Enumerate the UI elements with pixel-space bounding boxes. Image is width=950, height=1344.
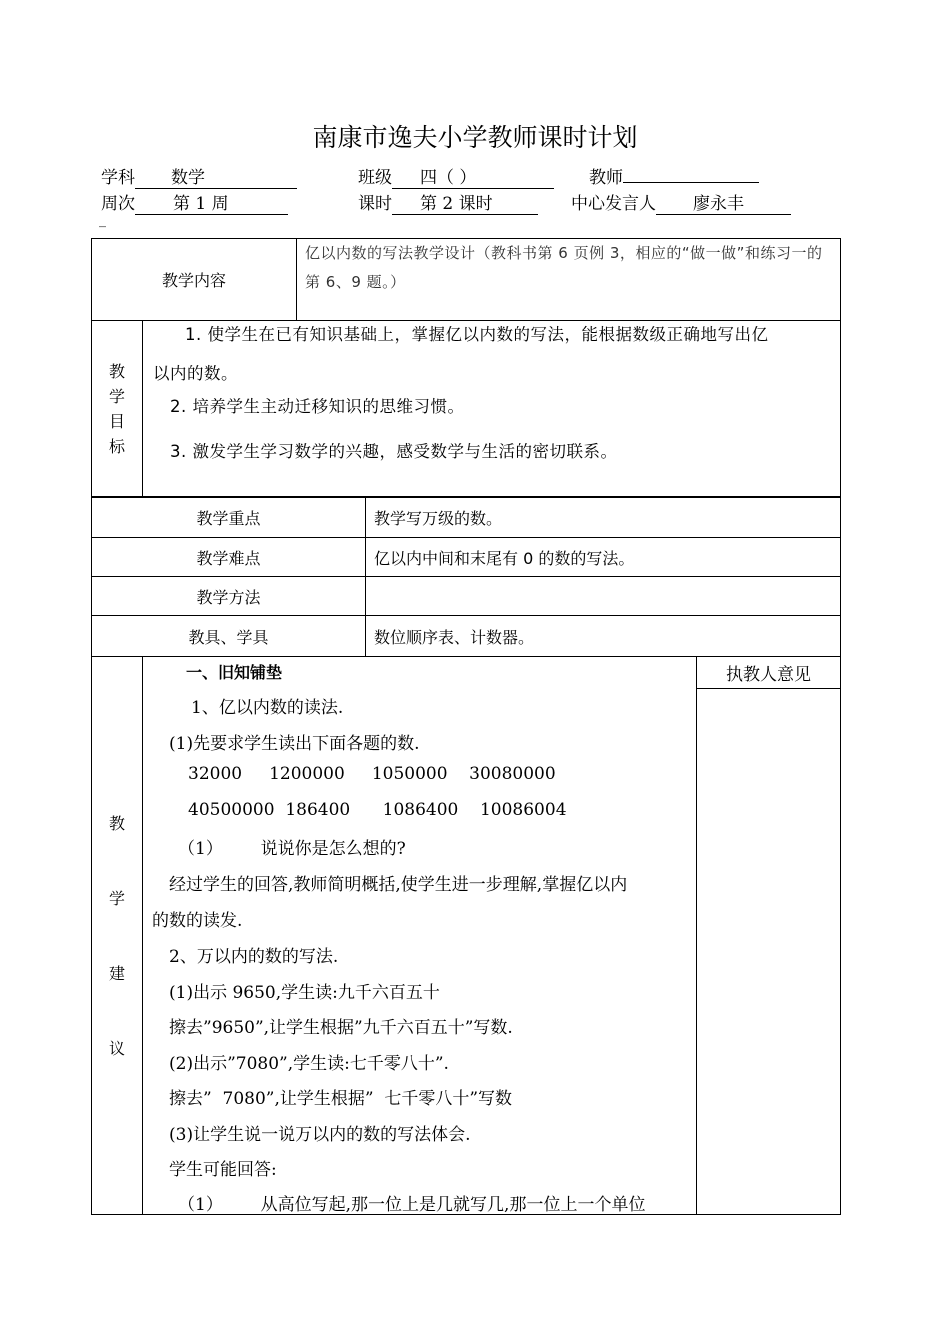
difficulty-value: 亿以内中间和末尾有 0 的数的写法。 bbox=[366, 538, 841, 577]
difficulty-label: 教学难点 bbox=[92, 538, 366, 577]
speaker-label: 中心发言人 bbox=[571, 194, 656, 214]
goals-label-char: 标 bbox=[108, 436, 125, 456]
content-label: 教学内容 bbox=[92, 239, 297, 321]
body-line: （1） 说说你是怎么想的? bbox=[178, 839, 406, 859]
goal-item: 2. 培养学生主动迁移知识的思维习惯。 bbox=[170, 397, 465, 416]
body-line: 1、亿以内数的读法. bbox=[191, 698, 344, 718]
goals-label-char: 教 bbox=[108, 361, 125, 381]
body-line: 的数的读发. bbox=[152, 911, 243, 931]
number-row: 40500000 186400 1086400 10086004 bbox=[188, 800, 567, 820]
suggest-label-char: 学 bbox=[108, 888, 125, 908]
opinion-cell bbox=[697, 689, 841, 1215]
teacher-label: 教师 bbox=[589, 168, 623, 188]
tools-value: 数位顺序表、计数器。 bbox=[366, 616, 841, 657]
class-field bbox=[358, 163, 554, 189]
body-line: (1)出示 9650,学生读:九千六百五十 bbox=[169, 983, 440, 1003]
lesson-label: 课时 bbox=[358, 194, 392, 214]
content-cell bbox=[297, 239, 841, 321]
body-line: 擦去” 7080”,让学生根据” 七千零八十”写数 bbox=[169, 1089, 513, 1109]
goals-cell bbox=[143, 321, 841, 497]
plan-table-top bbox=[91, 238, 841, 497]
stray-underscore: _ bbox=[99, 212, 106, 228]
content-text: 亿以内数的写法教学设计（教科书第 6 页例 3，相应的“做一做”和练习一的第 6、9 题。） bbox=[305, 244, 823, 291]
teacher-value bbox=[623, 182, 759, 183]
speaker-value: 廖永丰 bbox=[656, 194, 791, 215]
body-line: (2)出示”7080”,学生读:七千零八十”. bbox=[169, 1054, 449, 1074]
subject-label: 学科 bbox=[101, 168, 135, 188]
number-row: 32000 1200000 1050000 30080000 bbox=[188, 764, 556, 784]
plan-table-rows bbox=[91, 497, 841, 657]
body-line: 2、万以内的数的写法. bbox=[169, 947, 339, 967]
body-line: 经过学生的回答,教师简明概括,使学生进一步理解,掌握亿以内 bbox=[169, 875, 628, 895]
body-line: (3)让学生说一说万以内的数的写法体会. bbox=[169, 1125, 471, 1145]
week-label: 周次 bbox=[101, 194, 135, 214]
week-field bbox=[101, 189, 288, 215]
goals-label bbox=[92, 321, 143, 497]
class-label: 班级 bbox=[358, 168, 392, 188]
week-value: 第 1 周 bbox=[135, 194, 288, 215]
body-line: （1） 从高位写起,那一位上是几就写几,那一位上一个单位 bbox=[178, 1195, 646, 1215]
goals-label-char: 目 bbox=[108, 411, 125, 431]
suggest-label-char: 议 bbox=[108, 1038, 125, 1058]
subject-value: 数学 bbox=[135, 168, 297, 189]
key-point-value: 教学写万级的数。 bbox=[366, 498, 841, 538]
suggest-label-char: 建 bbox=[108, 963, 125, 983]
goal-item: 1. 使学生在已有知识基础上，掌握亿以内数的写法，能根据数级正确地写出亿 bbox=[185, 325, 769, 344]
opinion-label: 执教人意见 bbox=[697, 657, 841, 689]
teacher-field bbox=[589, 163, 759, 188]
method-value bbox=[366, 577, 841, 616]
lesson-value: 第 2 课时 bbox=[392, 194, 538, 215]
goals-label-char: 学 bbox=[108, 386, 125, 406]
tools-label: 教具、学具 bbox=[92, 616, 366, 657]
key-point-label: 教学重点 bbox=[92, 498, 366, 538]
speaker-field bbox=[571, 189, 791, 215]
method-label: 教学方法 bbox=[92, 577, 366, 616]
body-line: 学生可能回答: bbox=[169, 1160, 277, 1180]
goal-item: 3. 激发学生学习数学的兴趣，感受数学与生活的密切联系。 bbox=[170, 442, 618, 461]
body-line: 擦去”9650”,让学生根据”九千六百五十”写数. bbox=[169, 1018, 513, 1038]
section-heading: 一、旧知铺垫 bbox=[186, 663, 283, 682]
goal-item: 以内的数。 bbox=[153, 364, 238, 383]
suggest-label-char: 教 bbox=[108, 813, 125, 833]
page-title: 南康市逸夫小学教师课时计划 bbox=[312, 123, 638, 152]
suggest-label bbox=[92, 657, 143, 1215]
subject-field bbox=[101, 163, 297, 189]
class-value: 四（ ） bbox=[392, 168, 554, 189]
body-line: (1)先要求学生读出下面各题的数. bbox=[169, 734, 420, 754]
lesson-field bbox=[358, 189, 538, 215]
